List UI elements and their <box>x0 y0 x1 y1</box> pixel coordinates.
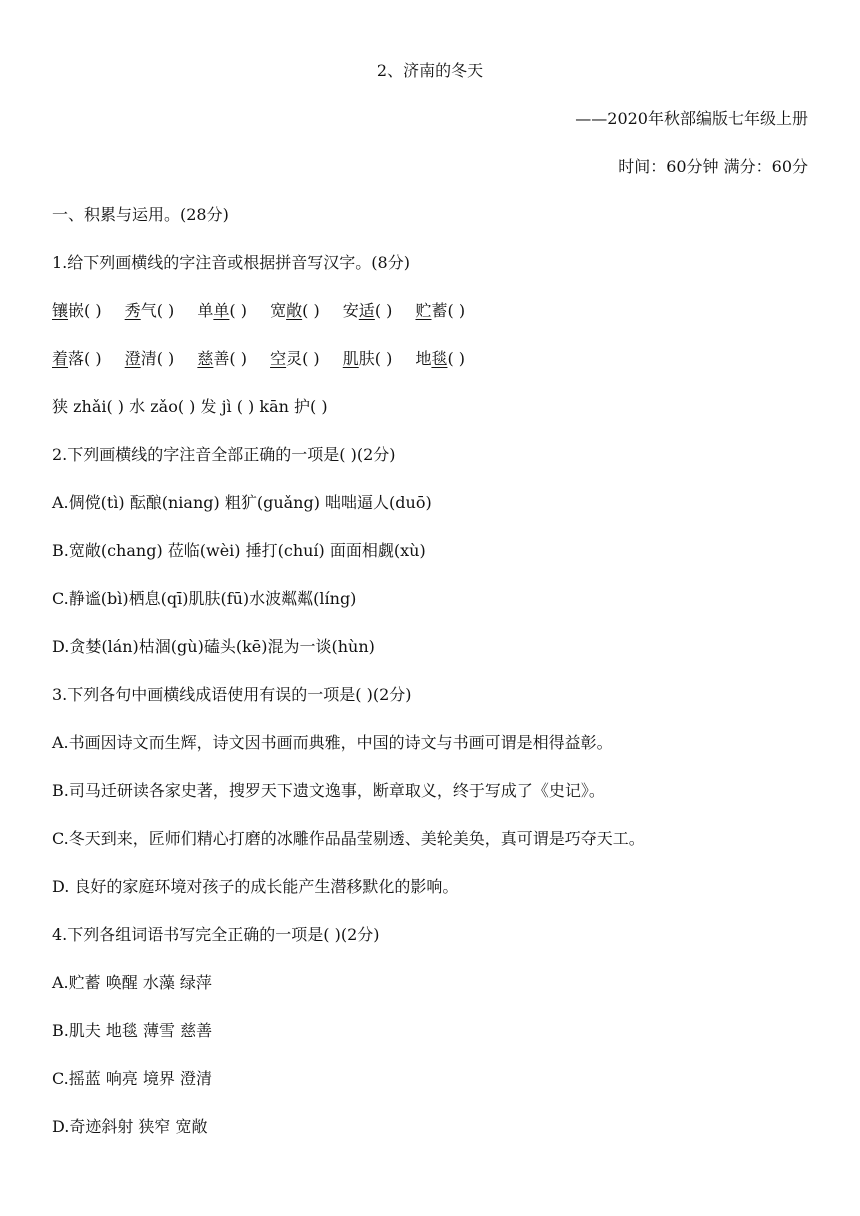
question-1-row-1 <box>52 299 808 323</box>
question-3-option-c: C.冬天到来，匠师们精心打磨的冰雕作品晶莹剔透、美轮美奂，真可谓是巧夺天工。 <box>52 829 645 848</box>
term: 澄清( ) <box>124 349 175 368</box>
question-3-stem: 3.下列各句中画横线成语使用有误的一项是( )(2分) <box>52 685 412 704</box>
question-2-option-c: C.静谧(bì)栖息(qī)肌肤(fū)水波粼粼(líng) <box>52 589 357 608</box>
question-3-option-a: A.书画因诗文而生辉，诗文因书画而典雅，中国的诗文与书画可谓是相得益彰。 <box>52 733 613 752</box>
question-2-option-d: D.贪婪(lán)枯涸(gù)磕头(kē)混为一谈(hùn) <box>52 637 375 656</box>
term: 单单( ) <box>197 301 247 320</box>
term: 着落( ) <box>52 349 102 368</box>
term: 慈善( ) <box>197 349 247 368</box>
question-3-option-b: B.司马迁研读各家史著，搜罗天下遗文逸事，断章取义，终于写成了《史记》。 <box>52 781 605 800</box>
question-4-option-c: C.摇蓝 响亮 境界 澄清 <box>52 1069 213 1088</box>
term: 地毯( ) <box>415 349 466 368</box>
question-1-row-3: 狭 zhǎi( ) 水 zǎo( ) 发 jì ( ) kān 护( ) <box>52 397 328 416</box>
term: 空灵( ) <box>270 349 320 368</box>
question-2-stem: 2.下列画横线的字注音全部正确的一项是( )(2分) <box>52 445 396 464</box>
page-title: 2、济南的冬天 <box>376 61 484 80</box>
question-3-option-d: D. 良好的家庭环境对孩子的成长能产生潜移默化的影响。 <box>52 877 459 896</box>
time-info: 时间：60分钟 满分：60分 <box>618 157 808 176</box>
question-1-stem: 1.给下列画横线的字注音或根据拼音写汉字。(8分) <box>52 253 410 272</box>
question-2-option-b: B.宽敞(chang) 莅临(wèi) 捶打(chuí) 面面相觑(xù) <box>52 541 426 560</box>
term: 安适( ) <box>342 301 393 320</box>
term: 镶嵌( ) <box>52 301 102 320</box>
section-heading: 一、积累与运用。(28分) <box>52 205 229 224</box>
term: 肌肤( ) <box>342 349 393 368</box>
subtitle: ——2020年秋部编版七年级上册 <box>575 109 808 128</box>
term: 宽敞( ) <box>270 301 320 320</box>
term: 贮蓄( ) <box>415 301 466 320</box>
question-1-row-2 <box>52 347 808 371</box>
question-4-stem: 4.下列各组词语书写完全正确的一项是( )(2分) <box>52 925 380 944</box>
question-2-option-a: A.倜傥(tì) 酝酿(niang) 粗犷(guǎng) 咄咄逼人(duō) <box>52 493 432 512</box>
question-4-option-b: B.肌夫 地毯 薄雪 慈善 <box>52 1021 213 1040</box>
question-4-option-a: A.贮蓄 唤醒 水藻 绿萍 <box>52 973 212 992</box>
question-4-option-d: D.奇迹斜射 狭窄 宽敞 <box>52 1117 208 1136</box>
term: 秀气( ) <box>124 301 175 320</box>
